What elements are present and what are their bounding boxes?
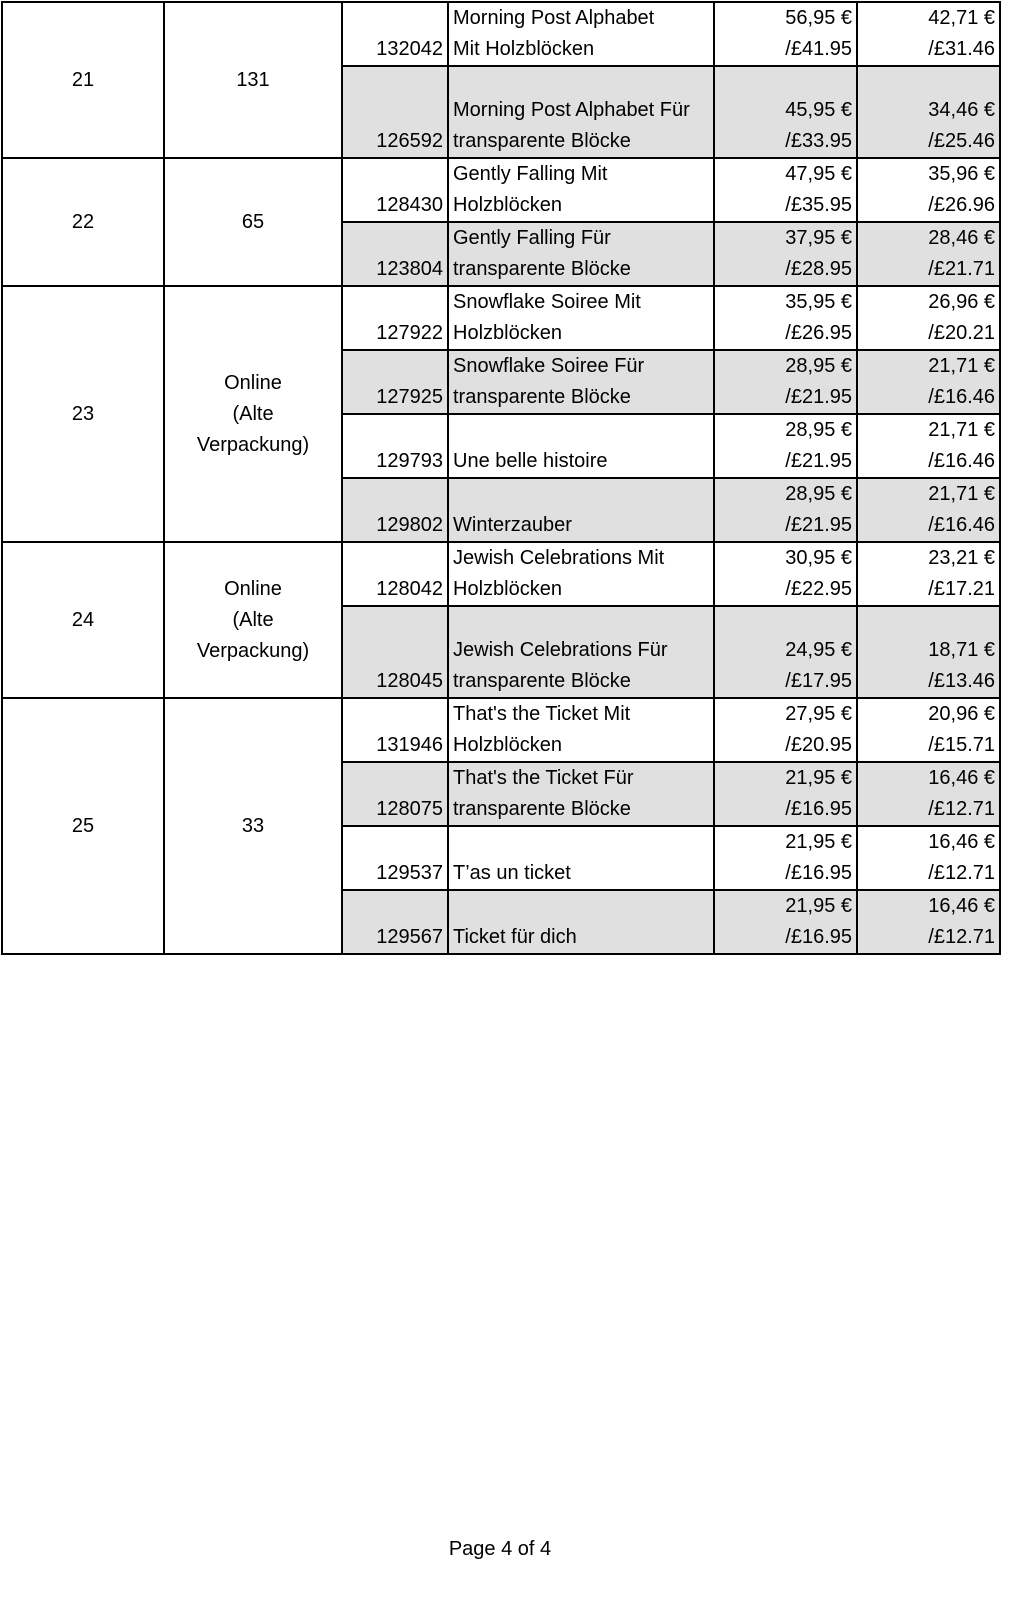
table-row [2,2,1000,66]
item-number-cell: 123804 [342,222,448,286]
regular-price-cell: 21,95 € /£16.95 [714,762,857,826]
table-row [2,542,1000,606]
page-number-cell: 21 [2,2,164,158]
sale-price-cell: 26,96 € /£20.21 [857,286,1000,350]
description-cell: Snowflake Soiree Für transparente Blöcke [448,350,714,414]
regular-price-cell: 56,95 € /£41.95 [714,2,857,66]
item-number-cell: 128042 [342,542,448,606]
regular-price-cell: 21,95 € /£16.95 [714,826,857,890]
regular-price-cell: 47,95 € /£35.95 [714,158,857,222]
product-table-body [2,2,1000,954]
regular-price-cell: 37,95 € /£28.95 [714,222,857,286]
description-cell: Gently Falling Für transparente Blöcke [448,222,714,286]
regular-price-cell: 28,95 € /£21.95 [714,478,857,542]
description-cell: Une belle histoire [448,414,714,478]
sale-price-cell: 18,71 € /£13.46 [857,606,1000,698]
description-cell: Jewish Celebrations Mit Holzblöcken [448,542,714,606]
table-row [2,286,1000,350]
description-cell: Morning Post Alphabet Mit Holzblöcken [448,2,714,66]
sale-price-cell: 21,71 € /£16.46 [857,414,1000,478]
description-cell: Gently Falling Mit Holzblöcken [448,158,714,222]
description-cell: That's the Ticket Mit Holzblöcken [448,698,714,762]
page-footer: Page 4 of 4 [448,1538,552,1560]
catalog-page-cell: 33 [164,698,342,954]
regular-price-cell: 28,95 € /£21.95 [714,350,857,414]
item-number-cell: 128075 [342,762,448,826]
item-number-cell: 129793 [342,414,448,478]
regular-price-cell: 30,95 € /£22.95 [714,542,857,606]
description-cell: T’as un ticket [448,826,714,890]
catalog-page-cell: Online (Alte Verpackung) [164,542,342,698]
sale-price-cell: 35,96 € /£26.96 [857,158,1000,222]
description-cell: Morning Post Alphabet Für transparente Blöcke [448,66,714,158]
item-number-cell: 127922 [342,286,448,350]
regular-price-cell: 35,95 € /£26.95 [714,286,857,350]
sale-price-cell: 16,46 € /£12.71 [857,762,1000,826]
sale-price-cell: 21,71 € /£16.46 [857,478,1000,542]
catalog-page-cell: 65 [164,158,342,286]
item-number-cell: 131946 [342,698,448,762]
description-cell: Snowflake Soiree Mit Holzblöcken [448,286,714,350]
sale-price-cell: 16,46 € /£12.71 [857,826,1000,890]
page-number-cell: 25 [2,698,164,954]
table-row [2,698,1000,762]
product-table [1,1,1001,955]
item-number-cell: 132042 [342,2,448,66]
catalog-page-cell: Online (Alte Verpackung) [164,286,342,542]
regular-price-cell: 45,95 € /£33.95 [714,66,857,158]
sale-price-cell: 42,71 € /£31.46 [857,2,1000,66]
description-cell: That's the Ticket Für transparente Blöcke [448,762,714,826]
sale-price-cell: 23,21 € /£17.21 [857,542,1000,606]
sale-price-cell: 20,96 € /£15.71 [857,698,1000,762]
table-row [2,158,1000,222]
sale-price-cell: 16,46 € /£12.71 [857,890,1000,954]
sale-price-cell: 21,71 € /£16.46 [857,350,1000,414]
page-number-cell: 22 [2,158,164,286]
regular-price-cell: 28,95 € /£21.95 [714,414,857,478]
regular-price-cell: 27,95 € /£20.95 [714,698,857,762]
item-number-cell: 128430 [342,158,448,222]
item-number-cell: 129537 [342,826,448,890]
description-cell: Jewish Celebrations Für transparente Blöcke [448,606,714,698]
item-number-cell: 126592 [342,66,448,158]
page-number-cell: 23 [2,286,164,542]
regular-price-cell: 21,95 € /£16.95 [714,890,857,954]
description-cell: Ticket für dich [448,890,714,954]
sale-price-cell: 28,46 € /£21.71 [857,222,1000,286]
item-number-cell: 129567 [342,890,448,954]
regular-price-cell: 24,95 € /£17.95 [714,606,857,698]
item-number-cell: 128045 [342,606,448,698]
sale-price-cell: 34,46 € /£25.46 [857,66,1000,158]
item-number-cell: 127925 [342,350,448,414]
item-number-cell: 129802 [342,478,448,542]
catalog-page-cell: 131 [164,2,342,158]
description-cell: Winterzauber [448,478,714,542]
page-number-cell: 24 [2,542,164,698]
